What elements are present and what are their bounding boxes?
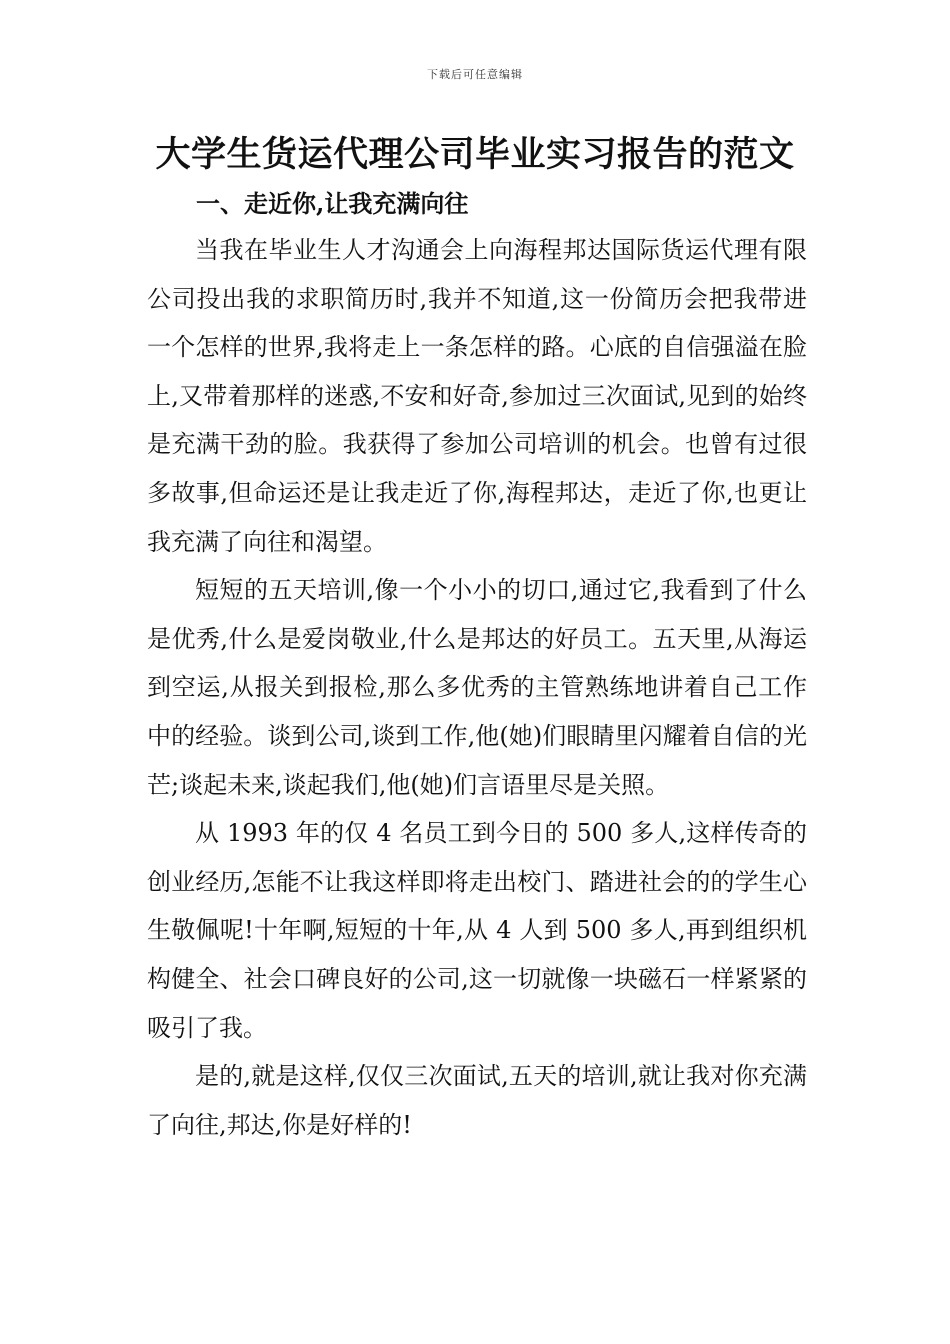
- page-header-note: 下载后可任意编辑: [427, 68, 523, 81]
- document-body: [147, 226, 807, 1149]
- section-heading: 一、走近你,让我充满向往: [196, 189, 469, 218]
- paragraph: 从 1993 年的仅 4 名员工到今日的 500 多人,这样传奇的创业经历,怎能不让我这样即将走出校门、踏进社会的的学生心生敬佩呢!十年啊,短短的十年,从 4 人到 500 多人,再到组织机构健全、社会口碑良好的公司,这一切就像一块磁石一样紧紧的吸引了我。: [147, 819, 807, 1042]
- document-title: 大学生货运代理公司毕业实习报告的范文: [155, 135, 795, 175]
- paragraph: 当我在毕业生人才沟通会上向海程邦达国际货运代理有限公司投出我的求职简历时,我并不知道,这一份简历会把我带进一个怎样的世界,我将走上一条怎样的路。心底的自信强溢在脸上,又带着那样的迷惑,不安和好奇,参加过三次面试,见到的始终是充满干劲的脸。我获得了参加公司培训的机会。也曾有过很多故事,但命运还是让我走近了你,海程邦达，走近了你,也更让我充满了向往和渴望。: [147, 236, 807, 556]
- paragraph: 是的,就是这样,仅仅三次面试,五天的培训,就让我对你充满了向往,邦达,你是好样的!: [147, 1062, 807, 1139]
- paragraph: 短短的五天培训,像一个小小的切口,通过它,我看到了什么是优秀,什么是爱岗敬业,什么是邦达的好员工。五天里,从海运到空运,从报关到报检,那么多优秀的主管熟练地讲着自己工作中的经验。谈到公司,谈到工作,他(她)们眼睛里闪耀着自信的光芒;谈起未来,谈起我们,他(她)们言语里尽是关照。: [147, 576, 807, 799]
